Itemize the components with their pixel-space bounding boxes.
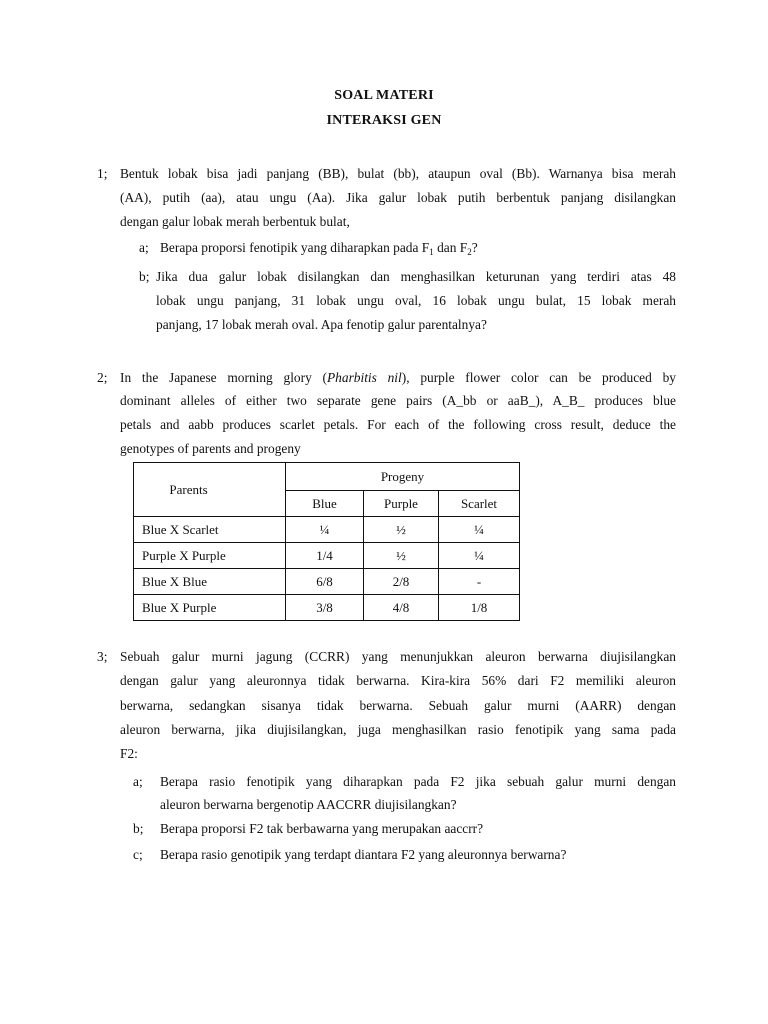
row-parents: Blue X Purple: [134, 595, 286, 621]
question-3a-line-1: Berapa rasio fenotipik yang diharapkan pada F2 jika sebuah galur murni dengan: [160, 774, 676, 789]
question-2-line-1: In the Japanese morning glory (Pharbitis nil), purple flower color can be produced by: [120, 370, 676, 385]
progeny-table: [133, 462, 520, 621]
question-3-line-4: aleuron berwarna, jika diujisilangkan, juga menghasilkan rasio fenotipik yang sama pada: [120, 722, 676, 737]
row-parents: Purple X Purple: [134, 543, 286, 569]
row-purple-value: ½: [364, 543, 439, 569]
question-1b-line-2: lobak ungu panjang, 31 lobak ungu oval, 16 lobak ungu bulat, 15 lobak merah: [156, 293, 676, 308]
question-3c-text: Berapa rasio genotipik yang terdapt diantara F2 yang aleuronnya berwarna?: [160, 847, 567, 862]
question-1b-line-1: Jika dua galur lobak disilangkan dan menghasilkan keturunan yang terdiri atas 48: [156, 269, 676, 284]
row-scarlet-value: ¼: [439, 543, 520, 569]
question-3-line-5: F2:: [120, 746, 138, 761]
table-row: [134, 517, 520, 543]
column-header-purple: Purple: [364, 491, 439, 517]
question-1b-line-3: panjang, 17 lobak merah oval. Apa fenotip galur parentalnya?: [156, 317, 487, 332]
question-2-line-3: petals and aabb produces scarlet petals. For each of the following cross result, deduce the: [120, 417, 676, 432]
question-1b-label: b;: [139, 269, 150, 284]
question-3b-text: Berapa proporsi F2 tak berbawarna yang merupakan aaccrr?: [160, 821, 484, 836]
question-3-line-2: dengan galur yang aleuronnya tidak berwarna. Kira-kira 56% dari F2 memiliki aleuron: [120, 673, 676, 688]
page-subtitle: INTERAKSI GEN: [326, 113, 442, 128]
row-purple-value: 4/8: [364, 595, 439, 621]
question-3b-label: b;: [133, 821, 144, 836]
question-2-number: 2;: [97, 370, 108, 385]
parents-header: Parents: [134, 463, 286, 517]
question-1a-text: Berapa proporsi fenotipik yang diharapkan pada $F_1$ dan $F_2$?: [160, 240, 478, 257]
row-parents: Blue X Scarlet: [134, 517, 286, 543]
row-blue-value: 1/4: [286, 543, 364, 569]
question-1-line-1: Bentuk lobak bisa jadi panjang (BB), bulat (bb), ataupun oval (Bb). Warnanya bisa merah: [120, 166, 676, 181]
question-1-line-2: (AA), putih (aa), atau ungu (Aa). Jika galur lobak putih berbentuk panjang disilangkan: [120, 190, 676, 205]
question-3-line-1: Sebuah galur murni jagung (CCRR) yang menunjukkan aleuron berwarna diujisilangkan: [120, 649, 676, 664]
question-1-line-3: dengan galur lobak merah berbentuk bulat,: [120, 214, 350, 229]
row-scarlet-value: -: [439, 569, 520, 595]
question-3-line-3: berwarna, sedangkan sisanya tidak berwarna. Sebuah galur murni (AARR) dengan: [120, 698, 676, 713]
question-3-number: 3;: [97, 649, 108, 664]
row-purple-value: ½: [364, 517, 439, 543]
question-3a-line-2: aleuron berwarna bergenotip AACCRR diujisilangkan?: [160, 797, 457, 812]
question-1a-label: a;: [139, 240, 149, 255]
table-row: [134, 543, 520, 569]
progeny-header: Progeny: [286, 463, 520, 491]
question-3c-label: c;: [133, 847, 143, 862]
question-2-line-2: dominant alleles of either two separate gene pairs (A_bb or aaB_), A_B_ produces blue: [120, 393, 676, 408]
table-row: [134, 595, 520, 621]
row-scarlet-value: ¼: [439, 517, 520, 543]
row-blue-value: 3/8: [286, 595, 364, 621]
row-scarlet-value: 1/8: [439, 595, 520, 621]
question-1-number: 1;: [97, 166, 108, 181]
page-title: SOAL MATERI: [334, 88, 434, 103]
column-header-blue: Blue: [286, 491, 364, 517]
row-purple-value: 2/8: [364, 569, 439, 595]
row-blue-value: 6/8: [286, 569, 364, 595]
question-3a-label: a;: [133, 774, 143, 789]
table-row: [134, 569, 520, 595]
column-header-scarlet: Scarlet: [439, 491, 520, 517]
row-parents: Blue X Blue: [134, 569, 286, 595]
question-2-line-4: genotypes of parents and progeny: [120, 441, 301, 456]
row-blue-value: ¼: [286, 517, 364, 543]
